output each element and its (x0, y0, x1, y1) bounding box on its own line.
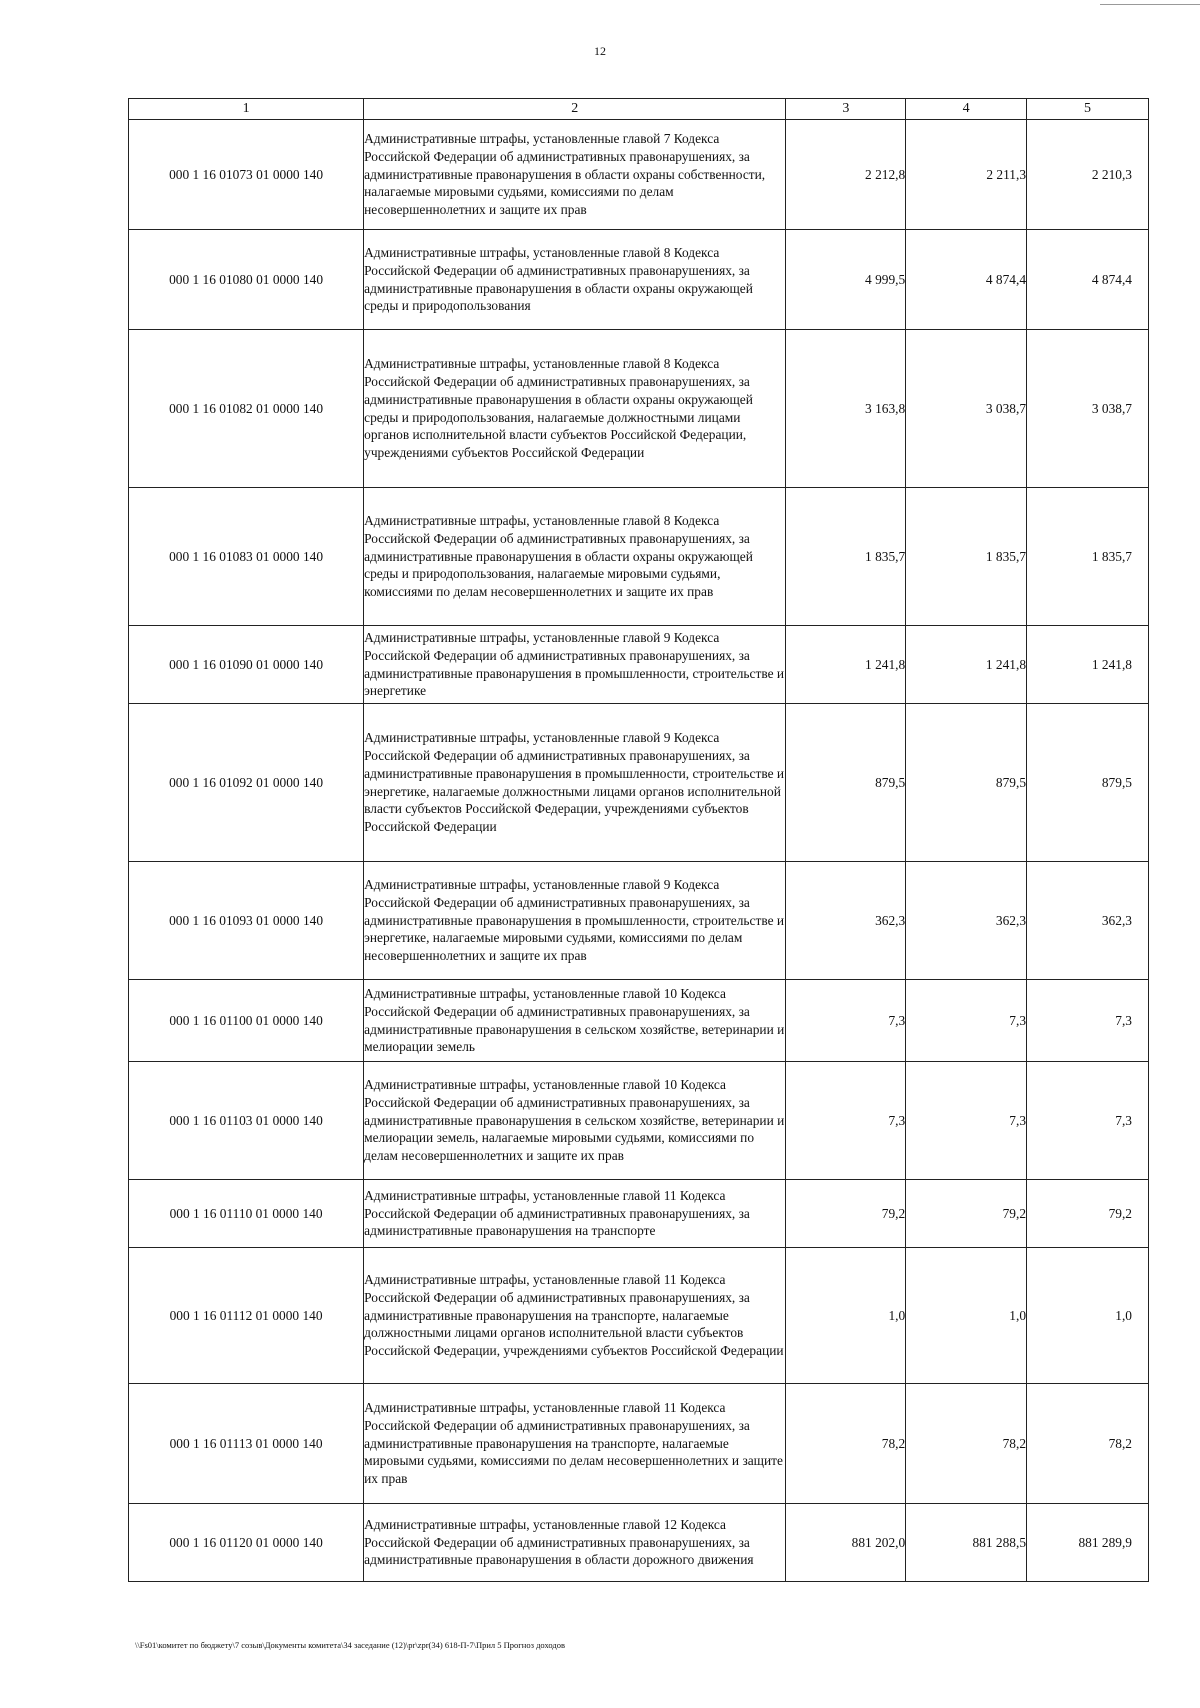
value-col3: 881 202,0 (786, 1504, 906, 1582)
column-header-3: 3 (786, 99, 906, 120)
table-row (129, 230, 1149, 330)
column-header-4: 4 (906, 99, 1027, 120)
budget-code: 000 1 16 01103 01 0000 140 (129, 1062, 364, 1180)
value-col4: 1,0 (906, 1248, 1027, 1384)
page-number: 12 (594, 44, 606, 58)
row-description: Административные штрафы, установленные главой 9 Кодекса Российской Федерации об административных правонарушениях, за административные правонарушения в промышленности, строительстве и энергетике, налагаемые должностными лицами органов исполнительной власти субъектов Российской Федерации, учреждениями субъектов Российской Федерации (364, 704, 786, 862)
row-description: Административные штрафы, установленные главой 12 Кодекса Российской Федерации об административных правонарушениях, за административные правонарушения в области дорожного движения (364, 1504, 786, 1582)
value-col5: 362,3 (1027, 862, 1149, 980)
table-row (129, 1248, 1149, 1384)
value-col5: 2 210,3 (1027, 120, 1149, 230)
value-col4: 879,5 (906, 704, 1027, 862)
value-col4: 7,3 (906, 980, 1027, 1062)
row-description: Административные штрафы, установленные главой 11 Кодекса Российской Федерации об административных правонарушениях, за административные правонарушения на транспорте, налагаемые должностными лицами органов исполнительной власти субъектов Российской Федерации, учреждениями субъектов Российской Федерации (364, 1248, 786, 1384)
table-row (129, 1384, 1149, 1504)
value-col5: 7,3 (1027, 980, 1149, 1062)
table-row (129, 862, 1149, 980)
budget-code: 000 1 16 01112 01 0000 140 (129, 1248, 364, 1384)
row-description: Административные штрафы, установленные главой 11 Кодекса Российской Федерации об административных правонарушениях, за административные правонарушения на транспорте (364, 1180, 786, 1248)
value-col5: 881 289,9 (1027, 1504, 1149, 1582)
value-col5: 1 241,8 (1027, 626, 1149, 704)
table-row (129, 626, 1149, 704)
value-col4: 362,3 (906, 862, 1027, 980)
budget-code: 000 1 16 01120 01 0000 140 (129, 1504, 364, 1582)
value-col4: 7,3 (906, 1062, 1027, 1180)
value-col3: 3 163,8 (786, 330, 906, 488)
value-col5: 78,2 (1027, 1384, 1149, 1504)
budget-code: 000 1 16 01082 01 0000 140 (129, 330, 364, 488)
revenue-forecast-table (128, 98, 1149, 1582)
row-description: Административные штрафы, установленные главой 11 Кодекса Российской Федерации об административных правонарушениях, за административные правонарушения на транспорте, налагаемые мировыми судьями, комиссиями по делам несовершеннолетних и защите их прав (364, 1384, 786, 1504)
value-col4: 3 038,7 (906, 330, 1027, 488)
value-col5: 1 835,7 (1027, 488, 1149, 626)
value-col4: 79,2 (906, 1180, 1027, 1248)
budget-code: 000 1 16 01083 01 0000 140 (129, 488, 364, 626)
value-col3: 1,0 (786, 1248, 906, 1384)
value-col4: 1 835,7 (906, 488, 1027, 626)
value-col3: 79,2 (786, 1180, 906, 1248)
table-row (129, 488, 1149, 626)
row-description: Административные штрафы, установленные главой 10 Кодекса Российской Федерации об административных правонарушениях, за административные правонарушения в сельском хозяйстве, ветеринарии и мелиорации земель (364, 980, 786, 1062)
value-col5: 7,3 (1027, 1062, 1149, 1180)
value-col5: 4 874,4 (1027, 230, 1149, 330)
table-row (129, 120, 1149, 230)
row-description: Административные штрафы, установленные главой 8 Кодекса Российской Федерации об административных правонарушениях, за административные правонарушения в области охраны окружающей среды и природопользования, налагаемые должностными лицами органов исполнительной власти субъектов Российской Федерации, учреждениями субъектов Российской Федерации (364, 330, 786, 488)
column-header-5: 5 (1027, 99, 1149, 120)
value-col4: 881 288,5 (906, 1504, 1027, 1582)
value-col3: 7,3 (786, 980, 906, 1062)
file-path-footer: \\Fs01\комитет по бюджету\7 созыв\Документы комитета\34 заседание (12)\pr\zpr(34) 618-П-7\Прил 5 Прогноз доходов (135, 1640, 565, 1650)
row-description: Административные штрафы, установленные главой 9 Кодекса Российской Федерации об административных правонарушениях, за административные правонарушения в промышленности, строительстве и энергетике, налагаемые мировыми судьями, комиссиями по делам несовершеннолетних и защите их прав (364, 862, 786, 980)
table-row (129, 704, 1149, 862)
value-col5: 79,2 (1027, 1180, 1149, 1248)
table-row (129, 1062, 1149, 1180)
budget-code: 000 1 16 01080 01 0000 140 (129, 230, 364, 330)
header-row (129, 99, 1149, 120)
row-description: Административные штрафы, установленные главой 7 Кодекса Российской Федерации об административных правонарушениях, за административные правонарушения в области охраны собственности, налагаемые мировыми судьями, комиссиями по делам несовершеннолетних и защите их прав (364, 120, 786, 230)
value-col3: 7,3 (786, 1062, 906, 1180)
row-description: Административные штрафы, установленные главой 8 Кодекса Российской Федерации об административных правонарушениях, за административные правонарушения в области охраны окружающей среды и природопользования, налагаемые мировыми судьями, комиссиями по делам несовершеннолетних и защите их прав (364, 488, 786, 626)
row-description: Административные штрафы, установленные главой 10 Кодекса Российской Федерации об административных правонарушениях, за административные правонарушения в сельском хозяйстве, ветеринарии и мелиорации земель, налагаемые мировыми судьями, комиссиями по делам несовершеннолетних и защите их прав (364, 1062, 786, 1180)
budget-code: 000 1 16 01113 01 0000 140 (129, 1384, 364, 1504)
scan-edge-line (1100, 4, 1200, 5)
value-col4: 1 241,8 (906, 626, 1027, 704)
value-col3: 362,3 (786, 862, 906, 980)
row-description: Административные штрафы, установленные главой 9 Кодекса Российской Федерации об административных правонарушениях, за административные правонарушения в промышленности, строительстве и энергетике (364, 626, 786, 704)
budget-code: 000 1 16 01090 01 0000 140 (129, 626, 364, 704)
value-col3: 78,2 (786, 1384, 906, 1504)
row-description: Административные штрафы, установленные главой 8 Кодекса Российской Федерации об административных правонарушениях, за административные правонарушения в области охраны окружающей среды и природопользования (364, 230, 786, 330)
budget-code: 000 1 16 01100 01 0000 140 (129, 980, 364, 1062)
value-col3: 1 241,8 (786, 626, 906, 704)
value-col5: 1,0 (1027, 1248, 1149, 1384)
value-col3: 2 212,8 (786, 120, 906, 230)
budget-code: 000 1 16 01093 01 0000 140 (129, 862, 364, 980)
table-row (129, 1180, 1149, 1248)
value-col3: 879,5 (786, 704, 906, 862)
value-col3: 1 835,7 (786, 488, 906, 626)
table-row (129, 980, 1149, 1062)
budget-code: 000 1 16 01073 01 0000 140 (129, 120, 364, 230)
value-col5: 879,5 (1027, 704, 1149, 862)
value-col4: 4 874,4 (906, 230, 1027, 330)
budget-code: 000 1 16 01092 01 0000 140 (129, 704, 364, 862)
value-col4: 78,2 (906, 1384, 1027, 1504)
table-row (129, 330, 1149, 488)
value-col4: 2 211,3 (906, 120, 1027, 230)
table-row (129, 1504, 1149, 1582)
budget-code: 000 1 16 01110 01 0000 140 (129, 1180, 364, 1248)
value-col3: 4 999,5 (786, 230, 906, 330)
value-col5: 3 038,7 (1027, 330, 1149, 488)
column-header-1: 1 (129, 99, 364, 120)
column-header-2: 2 (364, 99, 786, 120)
